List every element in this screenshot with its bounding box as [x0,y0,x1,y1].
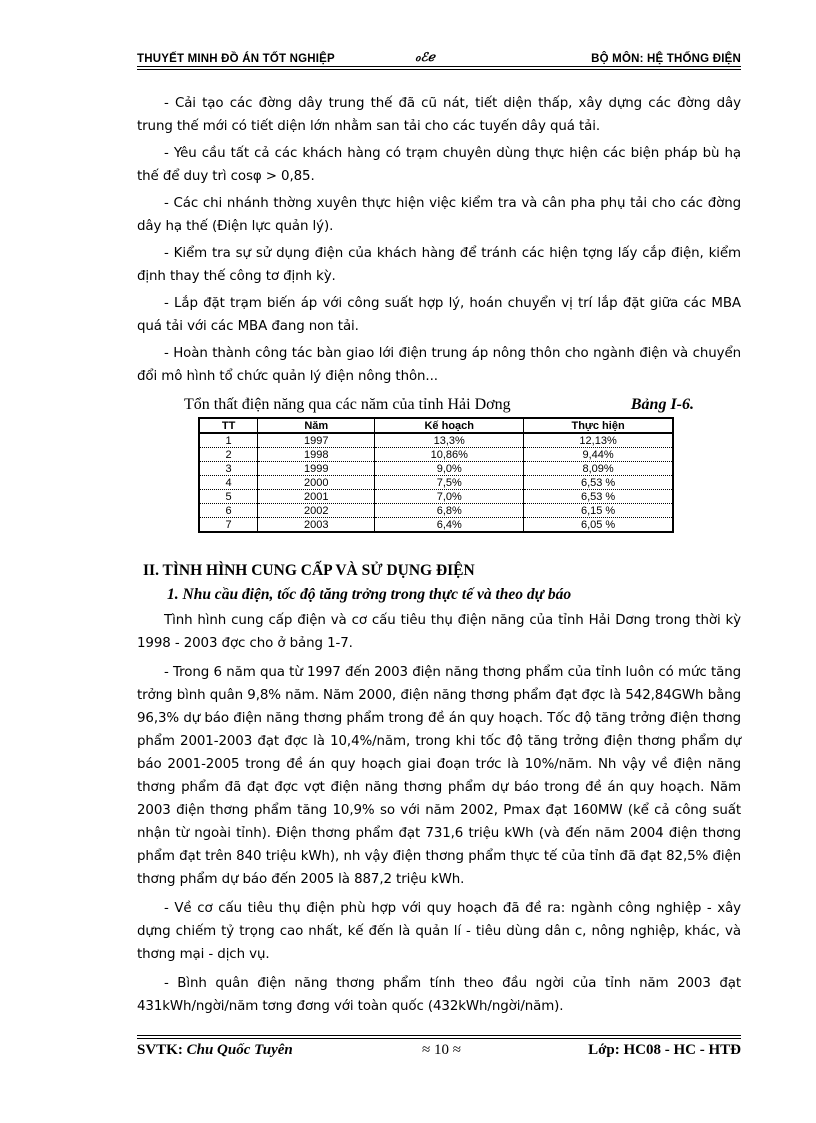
paragraph: - Lắp đặt trạm biến áp với công suất hợp lý, hoán chuyển vị trí lắp đặt giữa các MBA quá tải với các MBA đang non tải. [137,296,741,334]
paragraph: - Hoàn thành công tác bàn giao lới điện trung áp nông thôn cho ngành điện và chuyển đổi mô hình tổ chức quản lý điện nông thôn... [137,346,741,384]
table-cell: 6,53 % [524,490,673,504]
table-cell: 6,05 % [524,518,673,533]
footer-rule [137,1038,741,1039]
table-row [199,462,673,476]
footer-author-name: Chu Quốc Tuyên [186,1042,293,1058]
paragraph: Tình hình cung cấp điện và cơ cấu tiêu thụ điện năng của tỉnh Hải Dơng trong thời kỳ 1998 - 2003 đợc cho ở bảng 1-7. [137,613,741,651]
paragraph: - Yêu cầu tất cả các khách hàng có trạm chuyên dùng thực hiện các biện pháp bù hạ thế để duy trì cosφ > 0,85. [137,146,741,184]
footer-class: Lớp: HC08 - HC - HTĐ [588,1042,741,1058]
paragraph: - Kiểm tra sự sử dụng điện của khách hàng để tránh các hiện tợng lấy cắp điện, kiểm định thay thế công tơ định kỳ. [137,246,741,284]
table-cell: 1 [199,433,258,448]
footer-rule-thin [137,1035,741,1036]
header-rule-thin [137,69,741,70]
paragraph: - Trong 6 năm qua từ 1997 đến 2003 điện năng thơng phẩm của tỉnh luôn có mức tăng trởng bình quân 9,8% năm. Năm 2000, điện năng thơng phẩm đạt đợc là 542,84GWh bằng 96,3% dự báo điện năng thơng phẩm trong đề án quy hoạch. Tốc độ tăng trởng điện thơng phẩm 2001-2003 đạt đợc là 10,4%/năm, trong khi tốc độ tăng trởng điện thơng phẩm dự báo 2001-2005 trong đề án quy hoạch giai đoạn trớc là 10%/năm. Nh vậy về điện năng thơng phẩm đã đạt đợc vợt điện năng thơng phẩm dự báo trong đề án quy hoạch. Năm 2003 điện thơng phẩm tăng 10,9% so với năm 2002, Pmax đạt 160MW (kể cả công suất nhận từ ngoài tỉnh). Điện thơng phẩm đạt 731,6 triệu kWh (và đến năm 2004 điện thơng phẩm đạt trên 840 triệu kWh), nh vậy điện thơng phẩm thực tế của tỉnh đã đạt 82,5% điện thơng phẩm dự báo đến 2005 là 887,2 triệu kWh. [137,665,741,887]
section-heading: II. TÌNH HÌNH CUNG CẤP VÀ SỬ DỤNG ĐIỆN [143,562,475,579]
table-row [199,476,673,490]
paragraph: - Về cơ cấu tiêu thụ điện phù hợp với quy hoạch đã đề ra: ngành công nghiệp - xây dựng chiếm tỷ trọng cao nhất, kế đến là quản lí - tiêu dùng dân c, nông nghiệp, khác, và thơng mại - dịch vụ. [137,901,741,962]
table-cell: 7,5% [375,476,524,490]
table-cell: 1998 [258,448,375,462]
table-cell: 6,4% [375,518,524,533]
table-cell: 6 [199,504,258,518]
table-row [199,490,673,504]
table-number: Bảng I-6. [630,396,694,413]
table-cell: 2000 [258,476,375,490]
header-rule [137,66,741,67]
table-cell: 6,8% [375,504,524,518]
footer-author-label: SVTK: [137,1042,183,1058]
page-footer [137,1042,741,1064]
table-cell: 5 [199,490,258,504]
column-header: Thực hiện [524,418,673,433]
table-cell: 2003 [258,518,375,533]
table-cell: 8,09% [524,462,673,476]
table-cell: 4 [199,476,258,490]
footer-author [137,1042,293,1059]
table-caption [184,396,694,416]
table-cell: 6,53 % [524,476,673,490]
table-cell: 7 [199,518,258,533]
table-row [199,504,673,518]
table-row [199,518,673,533]
page-number: ≈ 10 ≈ [422,1042,461,1058]
section-heading-block [137,560,741,606]
table-title: Tổn thất điện năng qua các năm của tỉnh Hải Dơng [184,396,511,413]
column-header: TT [199,418,258,433]
table-cell: 7,0% [375,490,524,504]
table-cell: 1997 [258,433,375,448]
table-cell: 12,13% [524,433,673,448]
table-row [199,433,673,448]
loss-table [198,417,674,533]
table-header-row [199,418,673,433]
table-cell: 13,3% [375,433,524,448]
table-cell: 6,15 % [524,504,673,518]
body-text-bottom [137,609,741,1024]
table-cell: 9,44% [524,448,673,462]
table-cell: 1999 [258,462,375,476]
table-cell: 3 [199,462,258,476]
table-row [199,448,673,462]
body-text-top [137,92,741,392]
column-header: Năm [258,418,375,433]
table-cell: 9,0% [375,462,524,476]
header-ornament: ℴℰℯ [415,50,435,64]
header-left-text: THUYẾT MINH ĐỒ ÁN TỐT NGHIỆP [137,53,335,65]
table-cell: 2001 [258,490,375,504]
table-cell: 10,86% [375,448,524,462]
column-header: Kế hoạch [375,418,524,433]
paragraph: - Cải tạo các đờng dây trung thế đã cũ nát, tiết diện thấp, xây dựng các đờng dây trung thế mới có tiết diện lớn nhằm san tải cho các tuyến dây quá tải. [137,96,741,134]
paragraph: - Bình quân điện năng thơng phẩm tính theo đầu ngời của tỉnh năm 2003 đạt 431kWh/ngời/năm tơng đơng với toàn quốc (432kWh/ngời/năm). [137,976,741,1014]
paragraph: - Các chi nhánh thờng xuyên thực hiện việc kiểm tra và cân pha phụ tải cho các đờng dây hạ thế (Điện lực quản lý). [137,196,741,234]
table-cell: 2 [199,448,258,462]
table-cell: 2002 [258,504,375,518]
header-right-text: BỘ MÔN: HỆ THỐNG ĐIỆN [591,53,741,65]
section-subheading: 1. Nhu cầu điện, tốc độ tăng trởng trong thực tế và theo dự báo [167,586,572,603]
